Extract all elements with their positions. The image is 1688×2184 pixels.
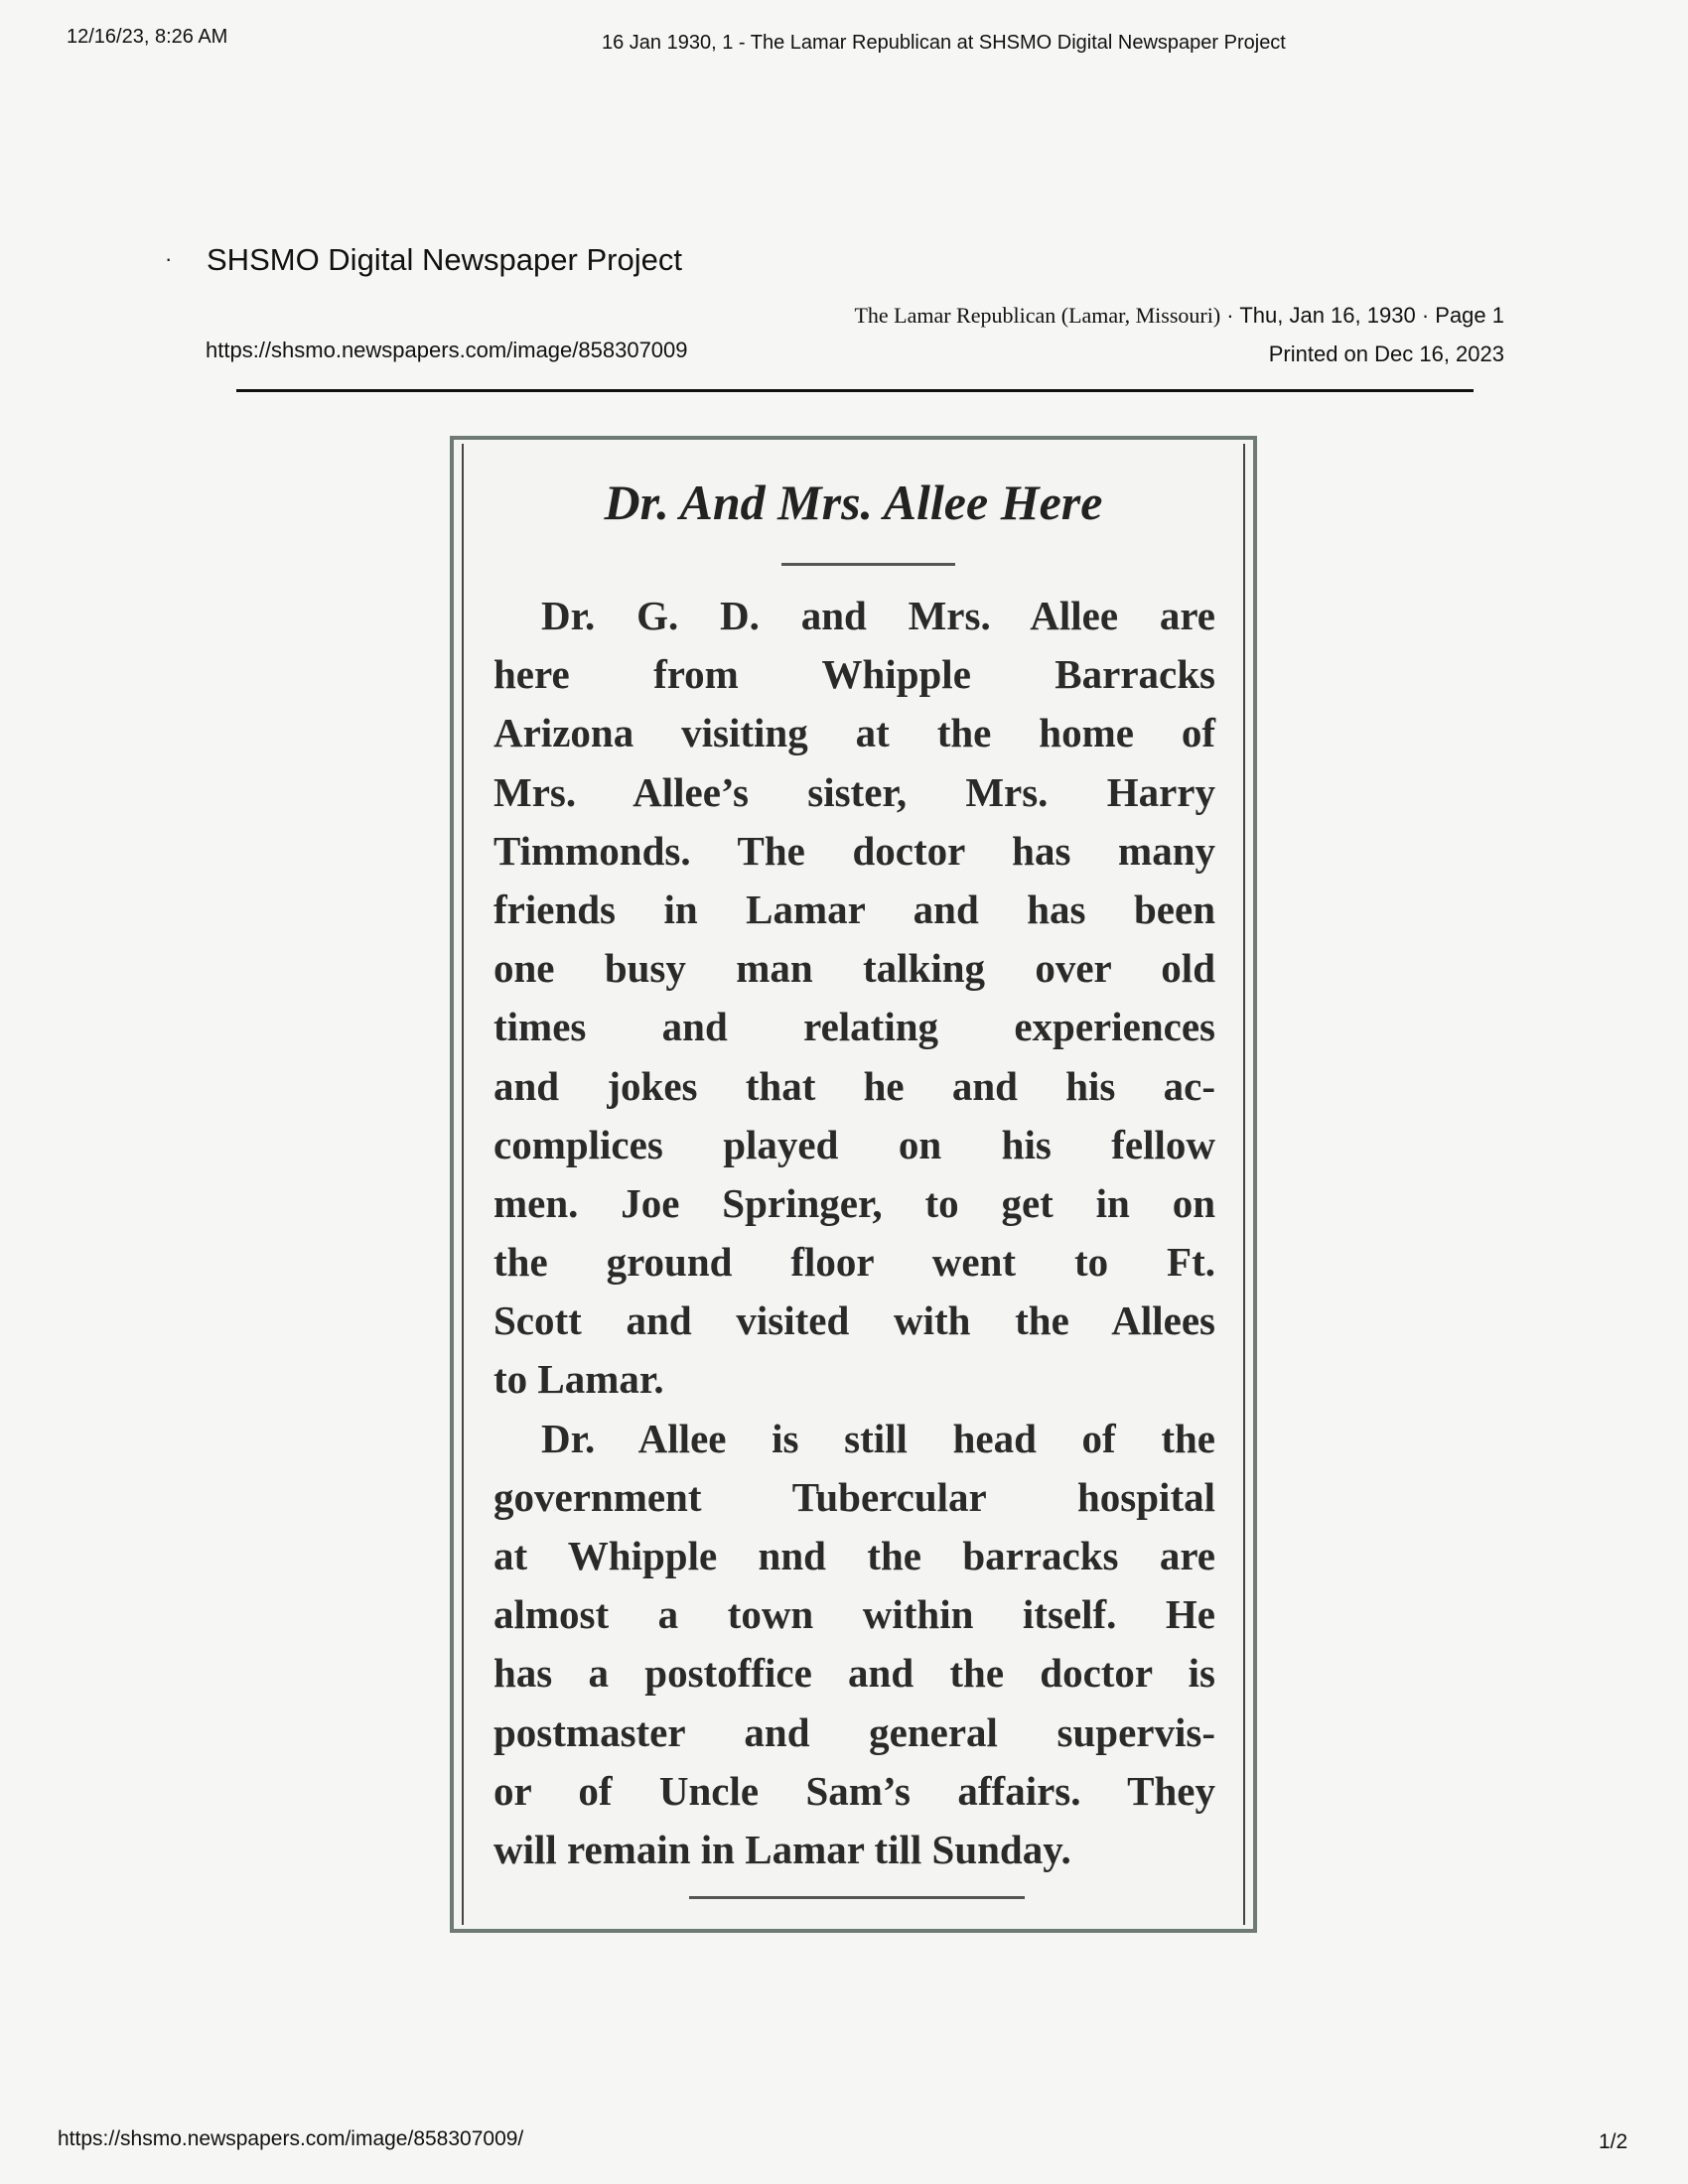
article-line: and jokes that he and his ac- bbox=[493, 1062, 1215, 1109]
article-line: one busy man talking over old bbox=[493, 945, 1215, 992]
publication-date: Thu, Jan 16, 1930 bbox=[1239, 303, 1416, 328]
article-line: friends in Lamar and has been bbox=[493, 886, 1215, 932]
article-line: postmaster and general supervis- bbox=[493, 1708, 1215, 1755]
print-page-title: 16 Jan 1930, 1 - The Lamar Republican at SHSMO Digital Newspaper Project bbox=[602, 32, 1286, 54]
article-line: Scott and visited with the Allees bbox=[493, 1297, 1215, 1344]
site-name: SHSMO Digital Newspaper Project bbox=[207, 242, 682, 277]
article-line: men. Joe Springer, to get in on bbox=[493, 1179, 1215, 1226]
article-line: complices played on his fellow bbox=[493, 1121, 1215, 1167]
article-body bbox=[493, 587, 1215, 1879]
separator: · bbox=[1421, 303, 1430, 328]
header-divider bbox=[236, 389, 1474, 392]
article-line: or of Uncle Sam’s affairs. They bbox=[493, 1767, 1215, 1814]
article-line: almost a town within itself. He bbox=[493, 1591, 1215, 1638]
bullet-icon: · bbox=[165, 246, 173, 271]
publication-name: The Lamar Republican (Lamar, Missouri) bbox=[854, 303, 1221, 328]
article-line: here from Whipple Barracks bbox=[493, 651, 1215, 698]
newspaper-clipping bbox=[450, 436, 1257, 1933]
end-rule bbox=[689, 1896, 1025, 1899]
article-line: at Whipple nnd the barracks are bbox=[493, 1533, 1215, 1578]
article-line: Mrs. Allee’s sister, Mrs. Harry bbox=[493, 768, 1215, 815]
article-line: the ground floor went to Ft. bbox=[493, 1239, 1215, 1286]
article-line: times and relating experiences bbox=[493, 1004, 1215, 1050]
article-line: Dr. Allee is still head of the bbox=[541, 1415, 1215, 1461]
article-line: will remain in Lamar till Sunday. bbox=[493, 1826, 1071, 1872]
footer-page-count: 1/2 bbox=[1599, 2130, 1628, 2153]
article-line: has a postoffice and the doctor is bbox=[493, 1650, 1215, 1697]
footer-url[interactable]: https://shsmo.newspapers.com/image/858307009/ bbox=[58, 2127, 524, 2150]
page-number: Page 1 bbox=[1435, 303, 1504, 328]
article-line: Timmonds. The doctor has many bbox=[493, 827, 1215, 874]
article-line: government Tubercular hospital bbox=[493, 1473, 1215, 1520]
article-line: Dr. G. D. and Mrs. Allee are bbox=[541, 593, 1215, 638]
separator: · bbox=[1226, 303, 1234, 328]
printed-on: Printed on Dec 16, 2023 bbox=[1268, 341, 1504, 366]
publication-info bbox=[854, 303, 1504, 329]
clipping-column bbox=[462, 444, 1245, 1925]
article-line: Arizona visiting at the home of bbox=[493, 710, 1215, 756]
article-line: to Lamar. bbox=[493, 1356, 664, 1403]
article-headline: Dr. And Mrs. Allee Here bbox=[604, 475, 1103, 530]
headline-rule bbox=[781, 563, 955, 566]
image-url[interactable]: https://shsmo.newspapers.com/image/858307009 bbox=[206, 338, 688, 362]
print-timestamp: 12/16/23, 8:26 AM bbox=[67, 26, 228, 48]
